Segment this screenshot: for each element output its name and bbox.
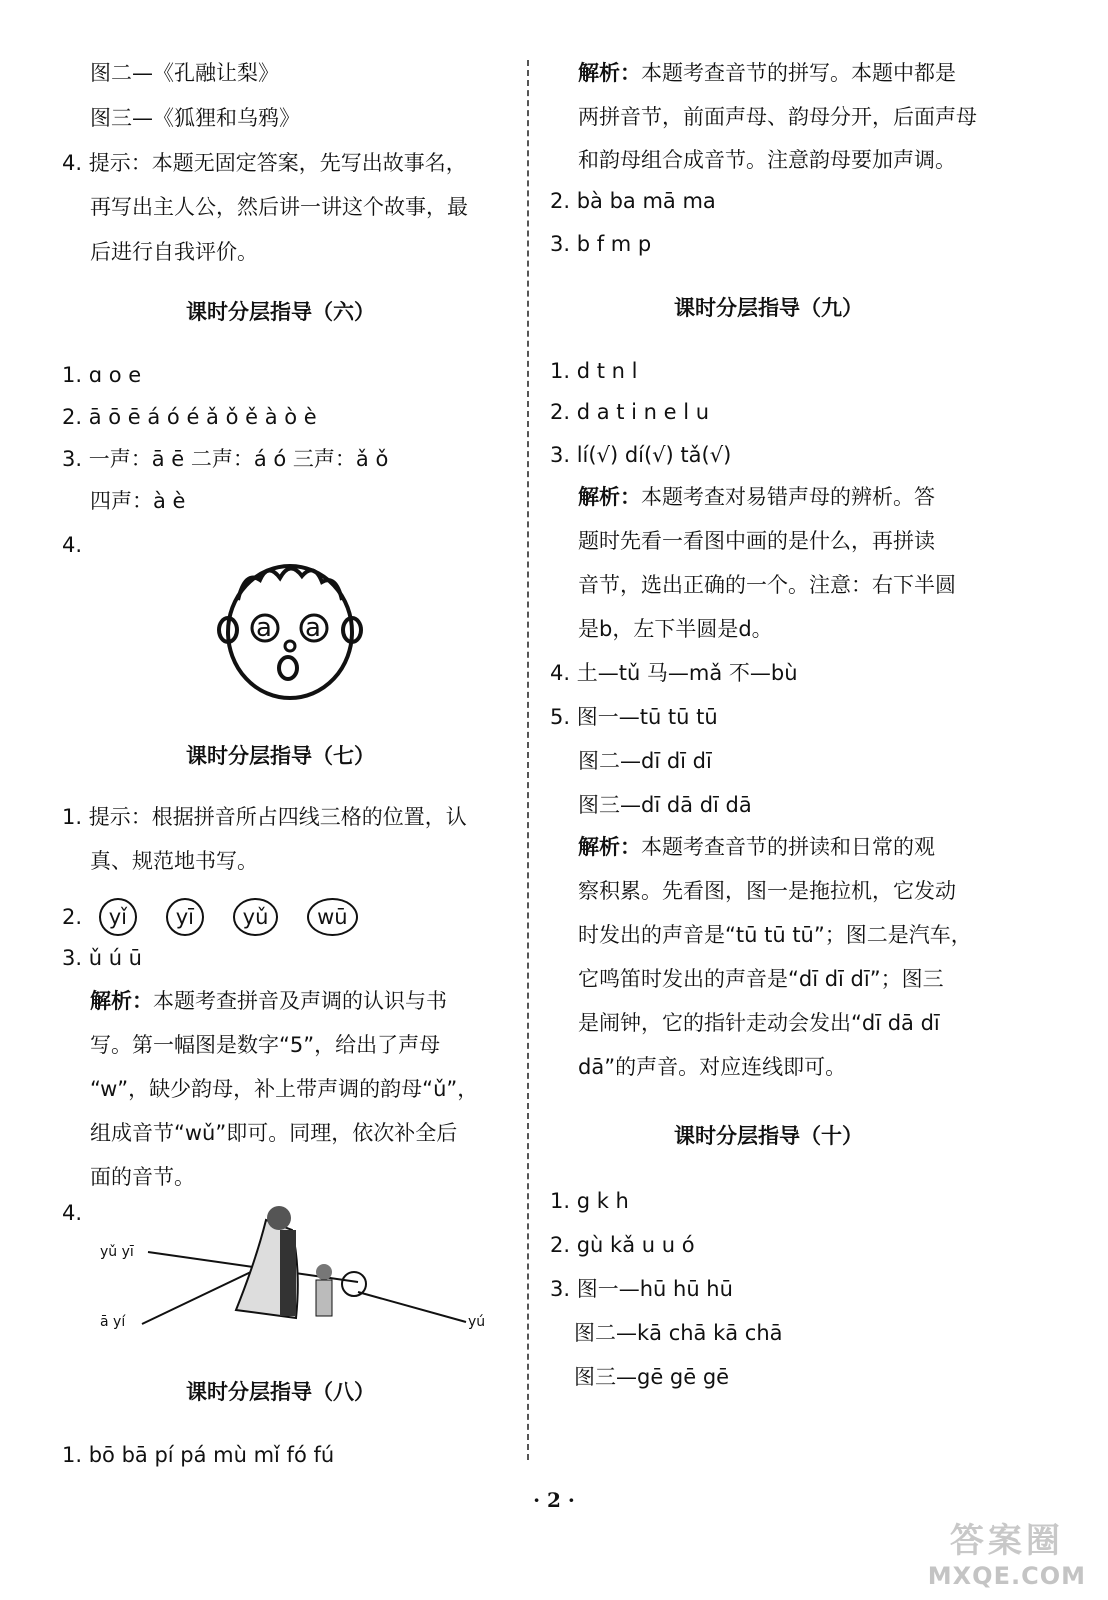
explanation-line (90, 986, 447, 1016)
explanation-line: 写。第一幅图是数字“5”，给出了声母 (90, 1033, 441, 1057)
section-heading: 课时分层指导（九） (674, 296, 863, 320)
text-line: 再写出主人公，然后讲一讲这个故事，最 (90, 195, 468, 219)
circled-syllable: wū (307, 898, 358, 936)
explanation-line: 组成音节“wǔ”即可。同理，依次补全后 (90, 1121, 458, 1145)
svg-text:a: a (256, 613, 272, 643)
section-heading: 课时分层指导（七） (186, 744, 375, 768)
explanation-line (578, 832, 935, 862)
explanation-line: 题时先看一看图中画的是什么，再拼读 (578, 529, 935, 553)
answer-line: 2. ā ō ē á ó é ǎ ǒ ě à ò è (62, 405, 317, 429)
explanation-line (578, 482, 935, 512)
explanation-label: 解析： (90, 989, 153, 1013)
text-line: 图二—《孔融让梨》 (90, 61, 279, 85)
explanation-label: 解析： (578, 485, 641, 509)
answer-line: 4. 土—tǔ 马—mǎ 不—bù (550, 661, 798, 685)
explanation-line: 是闹钟，它的指针走动会发出“dī dā dī (578, 1011, 940, 1035)
answer-line: 4. (62, 1201, 83, 1225)
answer-line: 图三—gē gē gē (574, 1365, 730, 1389)
matching-illustration (96, 1200, 506, 1340)
explanation-label: 解析： (578, 61, 641, 85)
answer-line: 3. 图一—hū hū hū (550, 1277, 733, 1301)
answer-line: 3. ǔ ú ū (62, 946, 142, 970)
question-number: 2. (62, 905, 83, 929)
answer-line: 1. d t n l (550, 359, 638, 383)
explanation-line: 它鸣笛时发出的声音是“dī dī dī”；图三 (578, 967, 944, 991)
column-divider (527, 60, 529, 1460)
explanation-line: 时发出的声音是“tū tū tū”；图二是汽车， (578, 923, 972, 947)
page-number: · 2 · (533, 1488, 575, 1512)
circled-syllable: yǔ (233, 898, 279, 936)
explanation-line: “w”，缺少韵母，补上带声调的韵母“ǔ”， (90, 1077, 479, 1101)
explanation-line: 是b，左下半圆是d。 (578, 617, 773, 641)
circled-syllable: yǐ (99, 898, 137, 936)
circled-syllable: yī (166, 898, 204, 936)
explanation-line: 两拼音节，前面声母、韵母分开，后面声母 (578, 105, 977, 129)
explanation-line: 察积累。先看图，图一是拖拉机，它发动 (578, 879, 956, 903)
answer-line: 2. d a t i n e l u (550, 400, 710, 424)
answer-line: 图二—dī dī dī (578, 749, 712, 773)
answer-line: 1. 提示：根据拼音所占四线三格的位置，认 (62, 805, 467, 829)
answer-line: 5. 图一—tū tū tū (550, 705, 718, 729)
explanation-line (578, 58, 956, 88)
match-label: yǔ yī (100, 1244, 134, 1260)
answer-line: 4. (62, 533, 83, 557)
answer-line: 图二—kā chā kā chā (574, 1321, 783, 1345)
answer-line: 3. lí(√) dí(√) tǎ(√) (550, 443, 732, 467)
face-illustration (210, 552, 370, 702)
explanation-text: 本题考查拼音及声调的认识与书 (153, 989, 447, 1013)
explanation-text: 本题考查音节的拼写。本题中都是 (641, 61, 956, 85)
match-label: yú (468, 1314, 486, 1330)
answer-line: 1. g k h (550, 1189, 629, 1213)
answer-line: 图三—dī dā dī dā (578, 793, 752, 817)
answer-line: 2. bà ba mā ma (550, 189, 716, 213)
answer-line: 四声：à è (90, 489, 186, 513)
text-line: 后进行自我评价。 (90, 240, 258, 264)
match-label: ā yí (100, 1314, 126, 1330)
explanation-text: 本题考查音节的拼读和日常的观 (641, 835, 935, 859)
section-heading: 课时分层指导（六） (186, 300, 375, 324)
answer-line: 真、规范地书写。 (90, 849, 258, 873)
watermark-bottom: MXQE.COM (927, 1562, 1086, 1590)
answer-line: 3. 一声：ā ē 二声：á ó 三声：ǎ ǒ (62, 447, 389, 471)
explanation-line: 面的音节。 (90, 1165, 195, 1189)
answer-line (62, 898, 380, 936)
answer-line: 3. b f m p (550, 232, 652, 256)
answer-line: 1. ɑ o e (62, 363, 142, 387)
explanation-text: 本题考查对易错声母的辨析。答 (641, 485, 935, 509)
answer-line: 1. bō bā pí pá mù mǐ fó fú (62, 1443, 335, 1467)
svg-text:a: a (305, 613, 321, 643)
watermark (928, 1513, 1086, 1590)
explanation-line: 和韵母组合成音节。注意韵母要加声调。 (578, 148, 956, 172)
section-heading: 课时分层指导（十） (674, 1124, 863, 1148)
text-line: 图三—《狐狸和乌鸦》 (90, 106, 300, 130)
explanation-line: 音节，选出正确的一个。注意：右下半圆 (578, 573, 956, 597)
answer-line: 2. gù kǎ u u ó (550, 1233, 695, 1257)
watermark-top: 答案圈 (949, 1521, 1064, 1561)
explanation-label: 解析： (578, 835, 641, 859)
section-heading: 课时分层指导（八） (186, 1380, 375, 1404)
explanation-line: dā”的声音。对应连线即可。 (578, 1055, 847, 1079)
text-line: 4. 提示：本题无固定答案，先写出故事名， (62, 151, 467, 175)
